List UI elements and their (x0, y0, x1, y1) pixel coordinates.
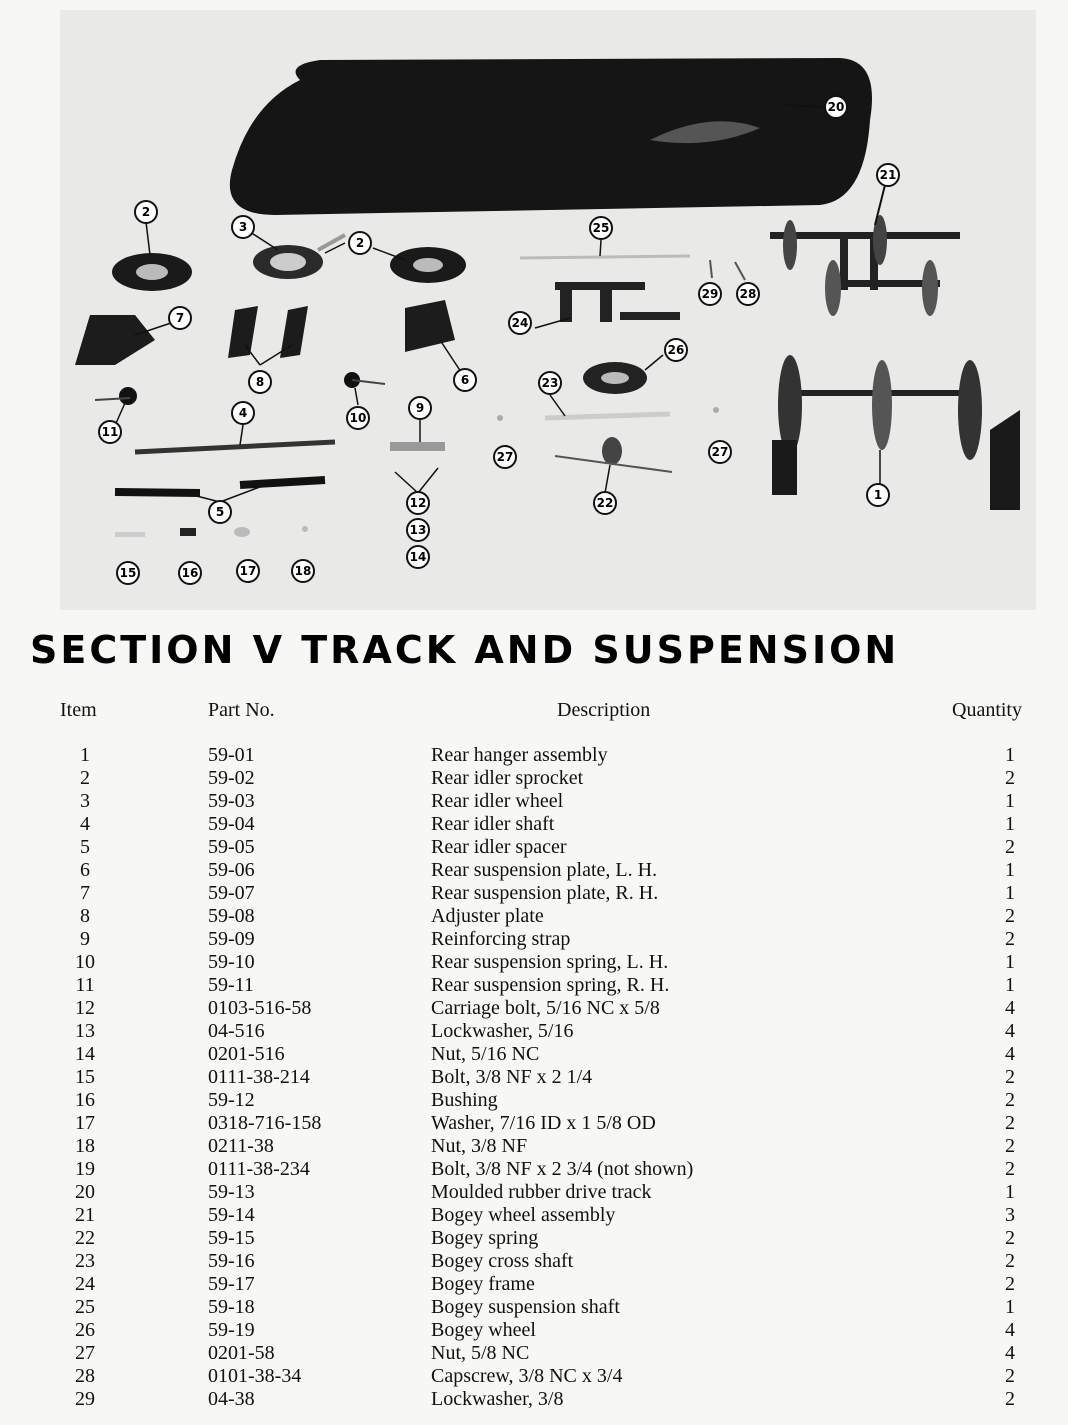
callout-number: 14 (409, 550, 427, 564)
quantity-cell: 2 (1005, 767, 1015, 789)
sprocket-shapes (112, 235, 466, 291)
callout-number: 15 (119, 566, 137, 580)
callout-number: 25 (592, 221, 610, 235)
quantity-cell: 2 (1005, 1066, 1015, 1088)
part-number-cell: 0103-516-58 (208, 997, 312, 1019)
item-cell: 8 (80, 905, 90, 927)
section-title: SECTION V TRACK AND SUSPENSION (30, 628, 900, 672)
quantity-cell: 2 (1005, 1365, 1015, 1387)
quantity-cell: 2 (1005, 1089, 1015, 1111)
quantity-cell: 1 (1005, 790, 1015, 812)
part-number-cell: 0101-38-34 (208, 1365, 302, 1387)
description-cell: Bolt, 3/8 NF x 2 1/4 (431, 1066, 593, 1088)
description-cell: Bogey suspension shaft (431, 1296, 620, 1318)
callout-number: 16 (181, 566, 199, 580)
part-number-cell: 0201-516 (208, 1043, 285, 1065)
item-column (55, 744, 115, 1411)
quantity-cell: 1 (1005, 882, 1015, 904)
description-cell: Nut, 5/16 NC (431, 1043, 540, 1065)
part-number-cell: 59-17 (208, 1273, 255, 1295)
item-cell: 14 (75, 1043, 95, 1065)
callout-number: 28 (739, 287, 757, 301)
part-number-cell: 59-10 (208, 951, 255, 973)
callout-number: 22 (596, 496, 614, 510)
callout-number: 6 (460, 373, 470, 387)
description-column (431, 744, 891, 1411)
callout-number: 9 (415, 401, 425, 415)
description-cell: Rear idler wheel (431, 790, 564, 812)
item-cell: 22 (75, 1227, 95, 1249)
item-cell: 9 (80, 928, 90, 950)
description-cell: Lockwasher, 3/8 (431, 1388, 564, 1410)
description-cell: Adjuster plate (431, 905, 544, 927)
quantity-cell: 4 (1005, 1043, 1015, 1065)
part-number-cell: 59-18 (208, 1296, 255, 1318)
description-cell: Rear suspension spring, L. H. (431, 951, 669, 973)
rear-hanger-assembly-shape (772, 355, 1020, 510)
callout-number: 2 (355, 236, 365, 250)
description-cell: Rear idler spacer (431, 836, 567, 858)
callout-number: 8 (255, 375, 265, 389)
part-number-cell: 0211-38 (208, 1135, 274, 1157)
adjuster-plate-shape (228, 306, 258, 358)
quantity-cell: 2 (1005, 1158, 1015, 1180)
part-number-cell: 59-14 (208, 1204, 255, 1226)
part-number-cell: 59-15 (208, 1227, 255, 1249)
part-number-cell: 59-06 (208, 859, 255, 881)
quantity-cell: 2 (1005, 1135, 1015, 1157)
item-cell: 12 (75, 997, 95, 1019)
quantity-cell: 2 (1005, 1227, 1015, 1249)
parts-illustration (60, 10, 1036, 610)
item-cell: 13 (75, 1020, 95, 1042)
part-column (208, 744, 408, 1411)
item-cell: 27 (75, 1342, 95, 1364)
header-description: Description (557, 699, 651, 721)
quantity-cell: 2 (1005, 1112, 1015, 1134)
description-cell: Moulded rubber drive track (431, 1181, 652, 1203)
quantity-cell: 1 (1005, 1181, 1015, 1203)
quantity-cell: 2 (1005, 928, 1015, 950)
item-cell: 3 (80, 790, 90, 812)
quantity-cell: 2 (1005, 1250, 1015, 1272)
quantity-cell: 3 (1005, 1204, 1015, 1226)
part-number-cell: 0201-58 (208, 1342, 275, 1364)
callout-number: 21 (879, 168, 897, 182)
callout-number: 11 (101, 425, 119, 439)
item-cell: 19 (75, 1158, 95, 1180)
description-cell: Nut, 5/8 NC (431, 1342, 530, 1364)
quantity-cell: 1 (1005, 974, 1015, 996)
quantity-cell: 1 (1005, 813, 1015, 835)
item-cell: 25 (75, 1296, 95, 1318)
callout-number: 5 (215, 505, 225, 519)
item-cell: 4 (80, 813, 90, 835)
idler-shaft-shape (135, 442, 335, 452)
header-part-no: Part No. (208, 699, 275, 721)
callout-number: 4 (238, 406, 248, 420)
part-number-cell: 59-12 (208, 1089, 255, 1111)
callout-number: 23 (541, 376, 559, 390)
part-number-cell: 04-38 (208, 1388, 255, 1410)
bogey-frame-shape (555, 282, 680, 322)
item-cell: 15 (75, 1066, 95, 1088)
description-cell: Lockwasher, 5/16 (431, 1020, 574, 1042)
part-number-cell: 59-19 (208, 1319, 255, 1341)
description-cell: Bogey cross shaft (431, 1250, 574, 1272)
callout-number: 27 (496, 450, 514, 464)
part-number-cell: 59-13 (208, 1181, 255, 1203)
part-number-cell: 59-03 (208, 790, 255, 812)
quantity-cell: 1 (1005, 859, 1015, 881)
quantity-cell: 2 (1005, 1273, 1015, 1295)
part-number-cell: 59-05 (208, 836, 255, 858)
item-cell: 1 (80, 744, 90, 766)
part-number-cell: 59-04 (208, 813, 255, 835)
quantity-cell: 4 (1005, 1342, 1015, 1364)
part-number-cell: 04-516 (208, 1020, 265, 1042)
item-cell: 20 (75, 1181, 95, 1203)
quantity-cell: 2 (1005, 836, 1015, 858)
description-cell: Bolt, 3/8 NF x 2 3/4 (not shown) (431, 1158, 694, 1180)
header-quantity: Quantity (952, 699, 1022, 721)
quantity-cell: 4 (1005, 997, 1015, 1019)
callout-number: 24 (511, 316, 529, 330)
item-cell: 21 (75, 1204, 95, 1226)
part-number-cell: 59-02 (208, 767, 255, 789)
quantity-cell: 2 (1005, 905, 1015, 927)
item-cell: 26 (75, 1319, 95, 1341)
part-number-cell: 59-07 (208, 882, 255, 904)
callout-number: 18 (294, 564, 312, 578)
description-cell: Bogey wheel assembly (431, 1204, 616, 1226)
item-cell: 5 (80, 836, 90, 858)
description-cell: Bushing (431, 1089, 498, 1111)
part-number-cell: 59-11 (208, 974, 254, 996)
description-cell: Capscrew, 3/8 NC x 3/4 (431, 1365, 623, 1387)
callout-number: 10 (349, 411, 367, 425)
callout-number: 29 (701, 287, 719, 301)
description-cell: Nut, 3/8 NF (431, 1135, 528, 1157)
suspension-plate-rh-shape (75, 315, 155, 365)
item-cell: 16 (75, 1089, 95, 1111)
callout-number: 27 (711, 445, 729, 459)
quantity-cell: 1 (1005, 1296, 1015, 1318)
item-cell: 18 (75, 1135, 95, 1157)
callout-number: 7 (175, 311, 185, 325)
part-number-cell: 0111-38-214 (208, 1066, 310, 1088)
description-cell: Rear suspension spring, R. H. (431, 974, 670, 996)
description-cell: Rear hanger assembly (431, 744, 608, 766)
header-item: Item (60, 699, 97, 721)
quantity-cell: 4 (1005, 1319, 1015, 1341)
description-cell: Bogey frame (431, 1273, 535, 1295)
callout-number: 26 (667, 343, 685, 357)
item-cell: 7 (80, 882, 90, 904)
description-cell: Rear idler sprocket (431, 767, 584, 789)
quantity-column (990, 744, 1030, 1411)
callout-number: 2 (141, 205, 151, 219)
part-number-cell: 59-09 (208, 928, 255, 950)
item-cell: 28 (75, 1365, 95, 1387)
item-cell: 24 (75, 1273, 95, 1295)
description-cell: Bogey wheel (431, 1319, 536, 1341)
part-number-cell: 0318-716-158 (208, 1112, 322, 1134)
description-cell: Washer, 7/16 ID x 1 5/8 OD (431, 1112, 656, 1134)
callout-number: 20 (827, 100, 845, 114)
item-cell: 10 (75, 951, 95, 973)
item-cell: 17 (75, 1112, 95, 1134)
callout-number: 17 (239, 564, 257, 578)
part-number-cell: 0111-38-234 (208, 1158, 310, 1180)
item-cell: 6 (80, 859, 90, 881)
item-cell: 23 (75, 1250, 95, 1272)
callout-number: 1 (873, 488, 883, 502)
part-number-cell: 59-16 (208, 1250, 255, 1272)
item-cell: 11 (75, 974, 95, 996)
quantity-cell: 1 (1005, 951, 1015, 973)
description-cell: Reinforcing strap (431, 928, 571, 950)
item-cell: 29 (75, 1388, 95, 1410)
description-cell: Rear suspension plate, L. H. (431, 859, 658, 881)
item-cell: 2 (80, 767, 90, 789)
callout-number: 13 (409, 523, 427, 537)
callout-number: 3 (238, 220, 248, 234)
callout-number: 12 (409, 496, 427, 510)
part-number-cell: 59-01 (208, 744, 255, 766)
parts-photo (60, 10, 1036, 610)
description-cell: Rear idler shaft (431, 813, 555, 835)
part-number-cell: 59-08 (208, 905, 255, 927)
description-cell: Carriage bolt, 5/16 NC x 5/8 (431, 997, 660, 1019)
quantity-cell: 4 (1005, 1020, 1015, 1042)
description-cell: Bogey spring (431, 1227, 539, 1249)
quantity-cell: 2 (1005, 1388, 1015, 1410)
drive-track-shape (230, 58, 872, 215)
quantity-cell: 1 (1005, 744, 1015, 766)
description-cell: Rear suspension plate, R. H. (431, 882, 659, 904)
suspension-plate-lh-shape (405, 300, 455, 352)
